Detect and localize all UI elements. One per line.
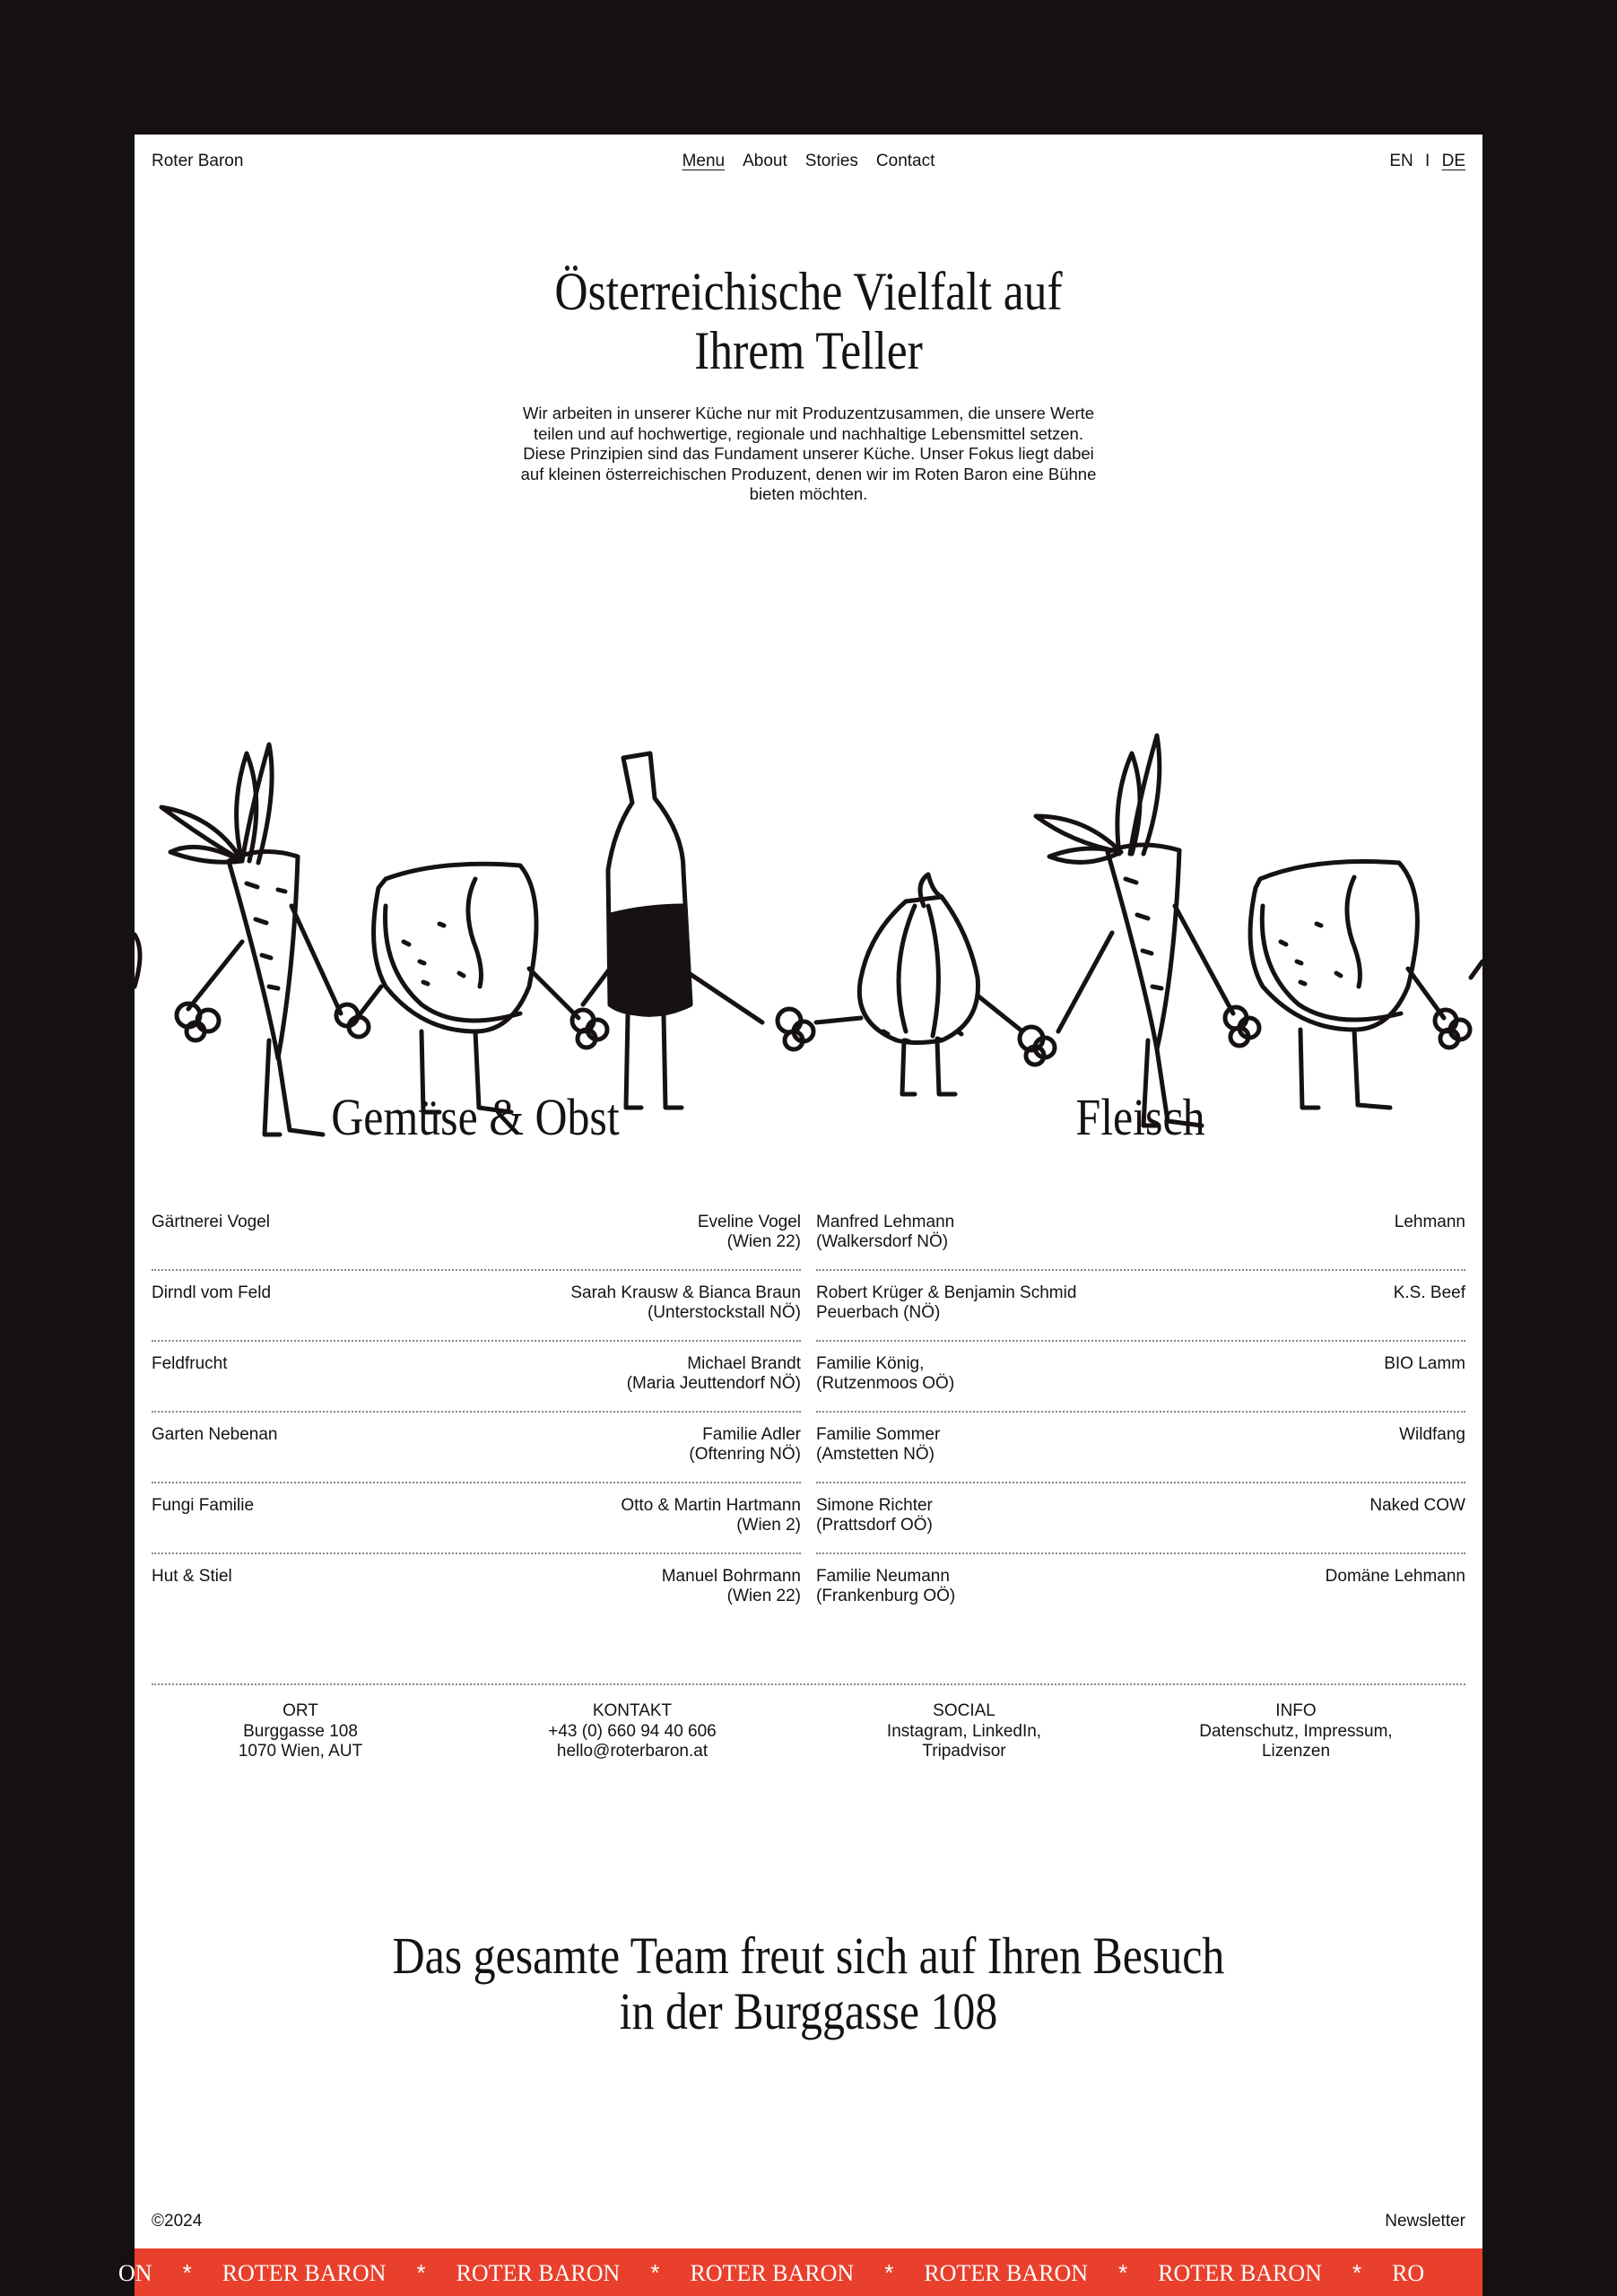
list-item — [152, 1483, 801, 1554]
producer-name: Dirndl vom Feld — [152, 1283, 272, 1302]
producer-name: BIO Lamm — [1384, 1354, 1465, 1373]
brand-link[interactable]: Roter Baron — [152, 152, 244, 170]
ticker-word: ROTER BARON — [690, 2260, 855, 2286]
ticker-track — [118, 2259, 1455, 2287]
list-item — [816, 1483, 1465, 1554]
language-switch — [1382, 152, 1465, 171]
producer-name: Hut & Stiel — [152, 1567, 232, 1586]
hero-text-line: Wir arbeiten in unserer Küche nur mit Produzentzusammen, die unsere Werte — [522, 404, 1095, 422]
hand-icon — [1225, 1007, 1259, 1046]
ticker-word: ROTER BARON — [1158, 2260, 1322, 2286]
producer-detail — [816, 1496, 933, 1535]
hero-text-line: Diese Prinzipien sind das Fundament unserer Küche. Unser Fokus liegt dabei — [523, 444, 1094, 463]
producer-name: Feldfrucht — [152, 1354, 228, 1373]
producer-location: (Unterstockstall NÖ) — [647, 1303, 801, 1322]
hero-description — [485, 404, 1132, 505]
producer-location: (Frankenburg OÖ) — [816, 1587, 956, 1605]
producer-person: Manfred Lehmann — [816, 1213, 955, 1231]
producer-person: Robert Krüger & Benjamin Schmid — [816, 1283, 1077, 1302]
producer-location: (Prattsdorf OÖ) — [816, 1516, 933, 1535]
ticker-star-icon: * — [182, 2259, 192, 2286]
closing-message — [229, 1928, 1388, 2039]
producer-name: Fungi Familie — [152, 1496, 255, 1515]
lang-separator: I — [1425, 152, 1430, 170]
partial-character-left — [135, 935, 140, 987]
onion-character-icon — [816, 874, 1022, 1094]
address-line: 1070 Wien, AUT — [238, 1742, 363, 1761]
list-item — [152, 1271, 801, 1342]
hand-icon — [778, 1009, 813, 1049]
producer-name: Lehmann — [1394, 1213, 1465, 1231]
carrot-character-icon — [161, 744, 341, 1135]
page-card — [118, 135, 1482, 2296]
brand-ticker — [118, 2248, 1482, 2296]
steak-character-icon — [361, 864, 578, 1112]
producer-detail — [627, 1354, 801, 1394]
list-item — [816, 1271, 1465, 1342]
producer-detail — [816, 1425, 940, 1465]
hero-text-line: bieten möchten. — [749, 484, 868, 503]
producer-detail — [662, 1567, 801, 1606]
top-nav — [135, 135, 1482, 188]
newsletter-link[interactable]: Newsletter — [1385, 2212, 1465, 2231]
producer-name: Garten Nebenan — [152, 1425, 278, 1444]
producer-detail — [816, 1283, 1076, 1323]
closing-line2: in der Burggasse 108 — [619, 1982, 998, 2040]
list-item — [152, 1413, 801, 1483]
producer-person: Sarah Krausw & Bianca Braun — [570, 1283, 801, 1302]
gemuese-title: Gemüse & Obst — [331, 1088, 620, 1146]
producer-person: Manuel Bohrmann — [661, 1567, 801, 1586]
hero-text-line: auf kleinen österreichischen Produzent, denen wir im Roten Baron eine Bühne — [520, 464, 1097, 483]
fleisch-title: Fleisch — [1075, 1088, 1205, 1146]
footer-social — [798, 1701, 1130, 1762]
producer-person: Familie Sommer — [816, 1425, 941, 1444]
producer-person: Eveline Vogel — [697, 1213, 801, 1231]
nav-about[interactable]: About — [743, 152, 787, 170]
producer-name: Domäne Lehmann — [1325, 1567, 1465, 1586]
closing-line1: Das gesamte Team freut sich auf Ihren Besuch — [392, 1926, 1225, 1985]
nav-contact[interactable]: Contact — [875, 152, 935, 170]
social-links[interactable]: Tripadvisor — [922, 1742, 1006, 1761]
producer-location: (Wien 22) — [726, 1232, 801, 1251]
phone-link[interactable]: +43 (0) 660 94 40 606 — [548, 1721, 717, 1741]
carrot-character-icon — [1036, 735, 1233, 1126]
producer-location: (Wien 2) — [736, 1516, 801, 1535]
producer-person: Simone Richter — [816, 1496, 933, 1515]
lang-de[interactable]: DE — [1441, 152, 1465, 170]
email-link[interactable]: hello@roterbaron.at — [556, 1742, 709, 1761]
hero-text-line: teilen und auf hochwertige, regionale und nachhaltige Lebensmittel setzen. — [534, 423, 1083, 443]
producer-person: Familie Neumann — [816, 1567, 950, 1586]
producer-location: (Amstetten NÖ) — [816, 1445, 935, 1464]
ticker-star-icon: * — [1118, 2259, 1128, 2286]
producer-detail — [816, 1354, 954, 1394]
lang-en[interactable]: EN — [1389, 152, 1413, 170]
producer-detail — [698, 1213, 801, 1252]
producer-name: Naked COW — [1369, 1496, 1465, 1515]
producer-location: (Walkersdorf NÖ) — [816, 1232, 949, 1251]
list-item — [152, 1200, 801, 1271]
list-item — [816, 1342, 1465, 1413]
producer-location: (Rutzenmoos OÖ) — [816, 1374, 955, 1393]
producer-location: (Wien 22) — [726, 1587, 801, 1605]
ticker-word: RO — [1392, 2260, 1425, 2286]
producer-name: Wildfang — [1399, 1425, 1465, 1444]
social-links[interactable]: Instagram, LinkedIn, — [886, 1721, 1042, 1741]
main-menu — [135, 152, 1482, 171]
ticker-word: ROTER BARON — [924, 2260, 1089, 2286]
footer-heading: INFO — [1275, 1701, 1317, 1720]
footer-heading: KONTAKT — [592, 1701, 673, 1720]
producer-detail — [689, 1425, 801, 1465]
producer-person: Familie Adler — [702, 1425, 801, 1444]
gemuese-list — [152, 1200, 801, 1623]
fleisch-list — [816, 1200, 1465, 1623]
hero-title-line2: Ihrem Teller — [694, 321, 923, 380]
footer-heading: ORT — [283, 1701, 318, 1720]
list-item — [152, 1342, 801, 1413]
producer-person: Familie König, — [816, 1354, 925, 1373]
ticker-star-icon: * — [416, 2259, 426, 2286]
ticker-star-icon: * — [650, 2259, 660, 2286]
ticker-star-icon: * — [884, 2259, 894, 2286]
hero-title — [229, 262, 1388, 380]
list-item — [816, 1200, 1465, 1271]
ticker-word: ROTER BARON — [222, 2260, 387, 2286]
footer-ort — [135, 1701, 466, 1762]
nav-stories[interactable]: Stories — [804, 152, 858, 170]
ticker-word: ROTER BARON — [456, 2260, 621, 2286]
address-line: Burggasse 108 — [243, 1721, 358, 1741]
copyright: ©2024 — [152, 2212, 203, 2231]
ticker-word: ON — [118, 2260, 152, 2286]
footer-divider — [152, 1683, 1465, 1685]
footer-kontakt — [466, 1701, 798, 1762]
producer-detail — [816, 1213, 954, 1252]
producer-person: Michael Brandt — [687, 1354, 801, 1373]
steak-character-icon — [1250, 861, 1482, 1108]
producer-location: (Oftenring NÖ) — [689, 1445, 801, 1464]
nav-menu[interactable]: Menu — [682, 152, 726, 170]
info-links[interactable]: Datenschutz, Impressum, — [1199, 1721, 1393, 1741]
list-item — [816, 1554, 1465, 1623]
list-item — [152, 1554, 801, 1623]
wine-bottle-character-icon — [583, 753, 762, 1108]
list-item — [816, 1413, 1465, 1483]
footer-info — [1130, 1701, 1462, 1762]
footer-heading: SOCIAL — [933, 1701, 995, 1720]
producer-detail — [816, 1567, 955, 1606]
producer-name: K.S. Beef — [1393, 1283, 1465, 1302]
producer-detail — [570, 1283, 801, 1323]
producer-location: (Maria Jeuttendorf NÖ) — [626, 1374, 801, 1393]
producer-person: Otto & Martin Hartmann — [621, 1496, 801, 1515]
info-links[interactable]: Lizenzen — [1261, 1742, 1331, 1761]
producer-location: Peuerbach (NÖ) — [816, 1303, 941, 1322]
producer-name: Gärtnerei Vogel — [152, 1213, 271, 1231]
producer-detail — [621, 1496, 801, 1535]
hand-icon — [1020, 1027, 1055, 1065]
food-characters-illustration — [135, 610, 1482, 1166]
hero-title-line1: Österreichische Vielfalt auf — [554, 262, 1063, 321]
ticker-star-icon: * — [1352, 2259, 1362, 2286]
